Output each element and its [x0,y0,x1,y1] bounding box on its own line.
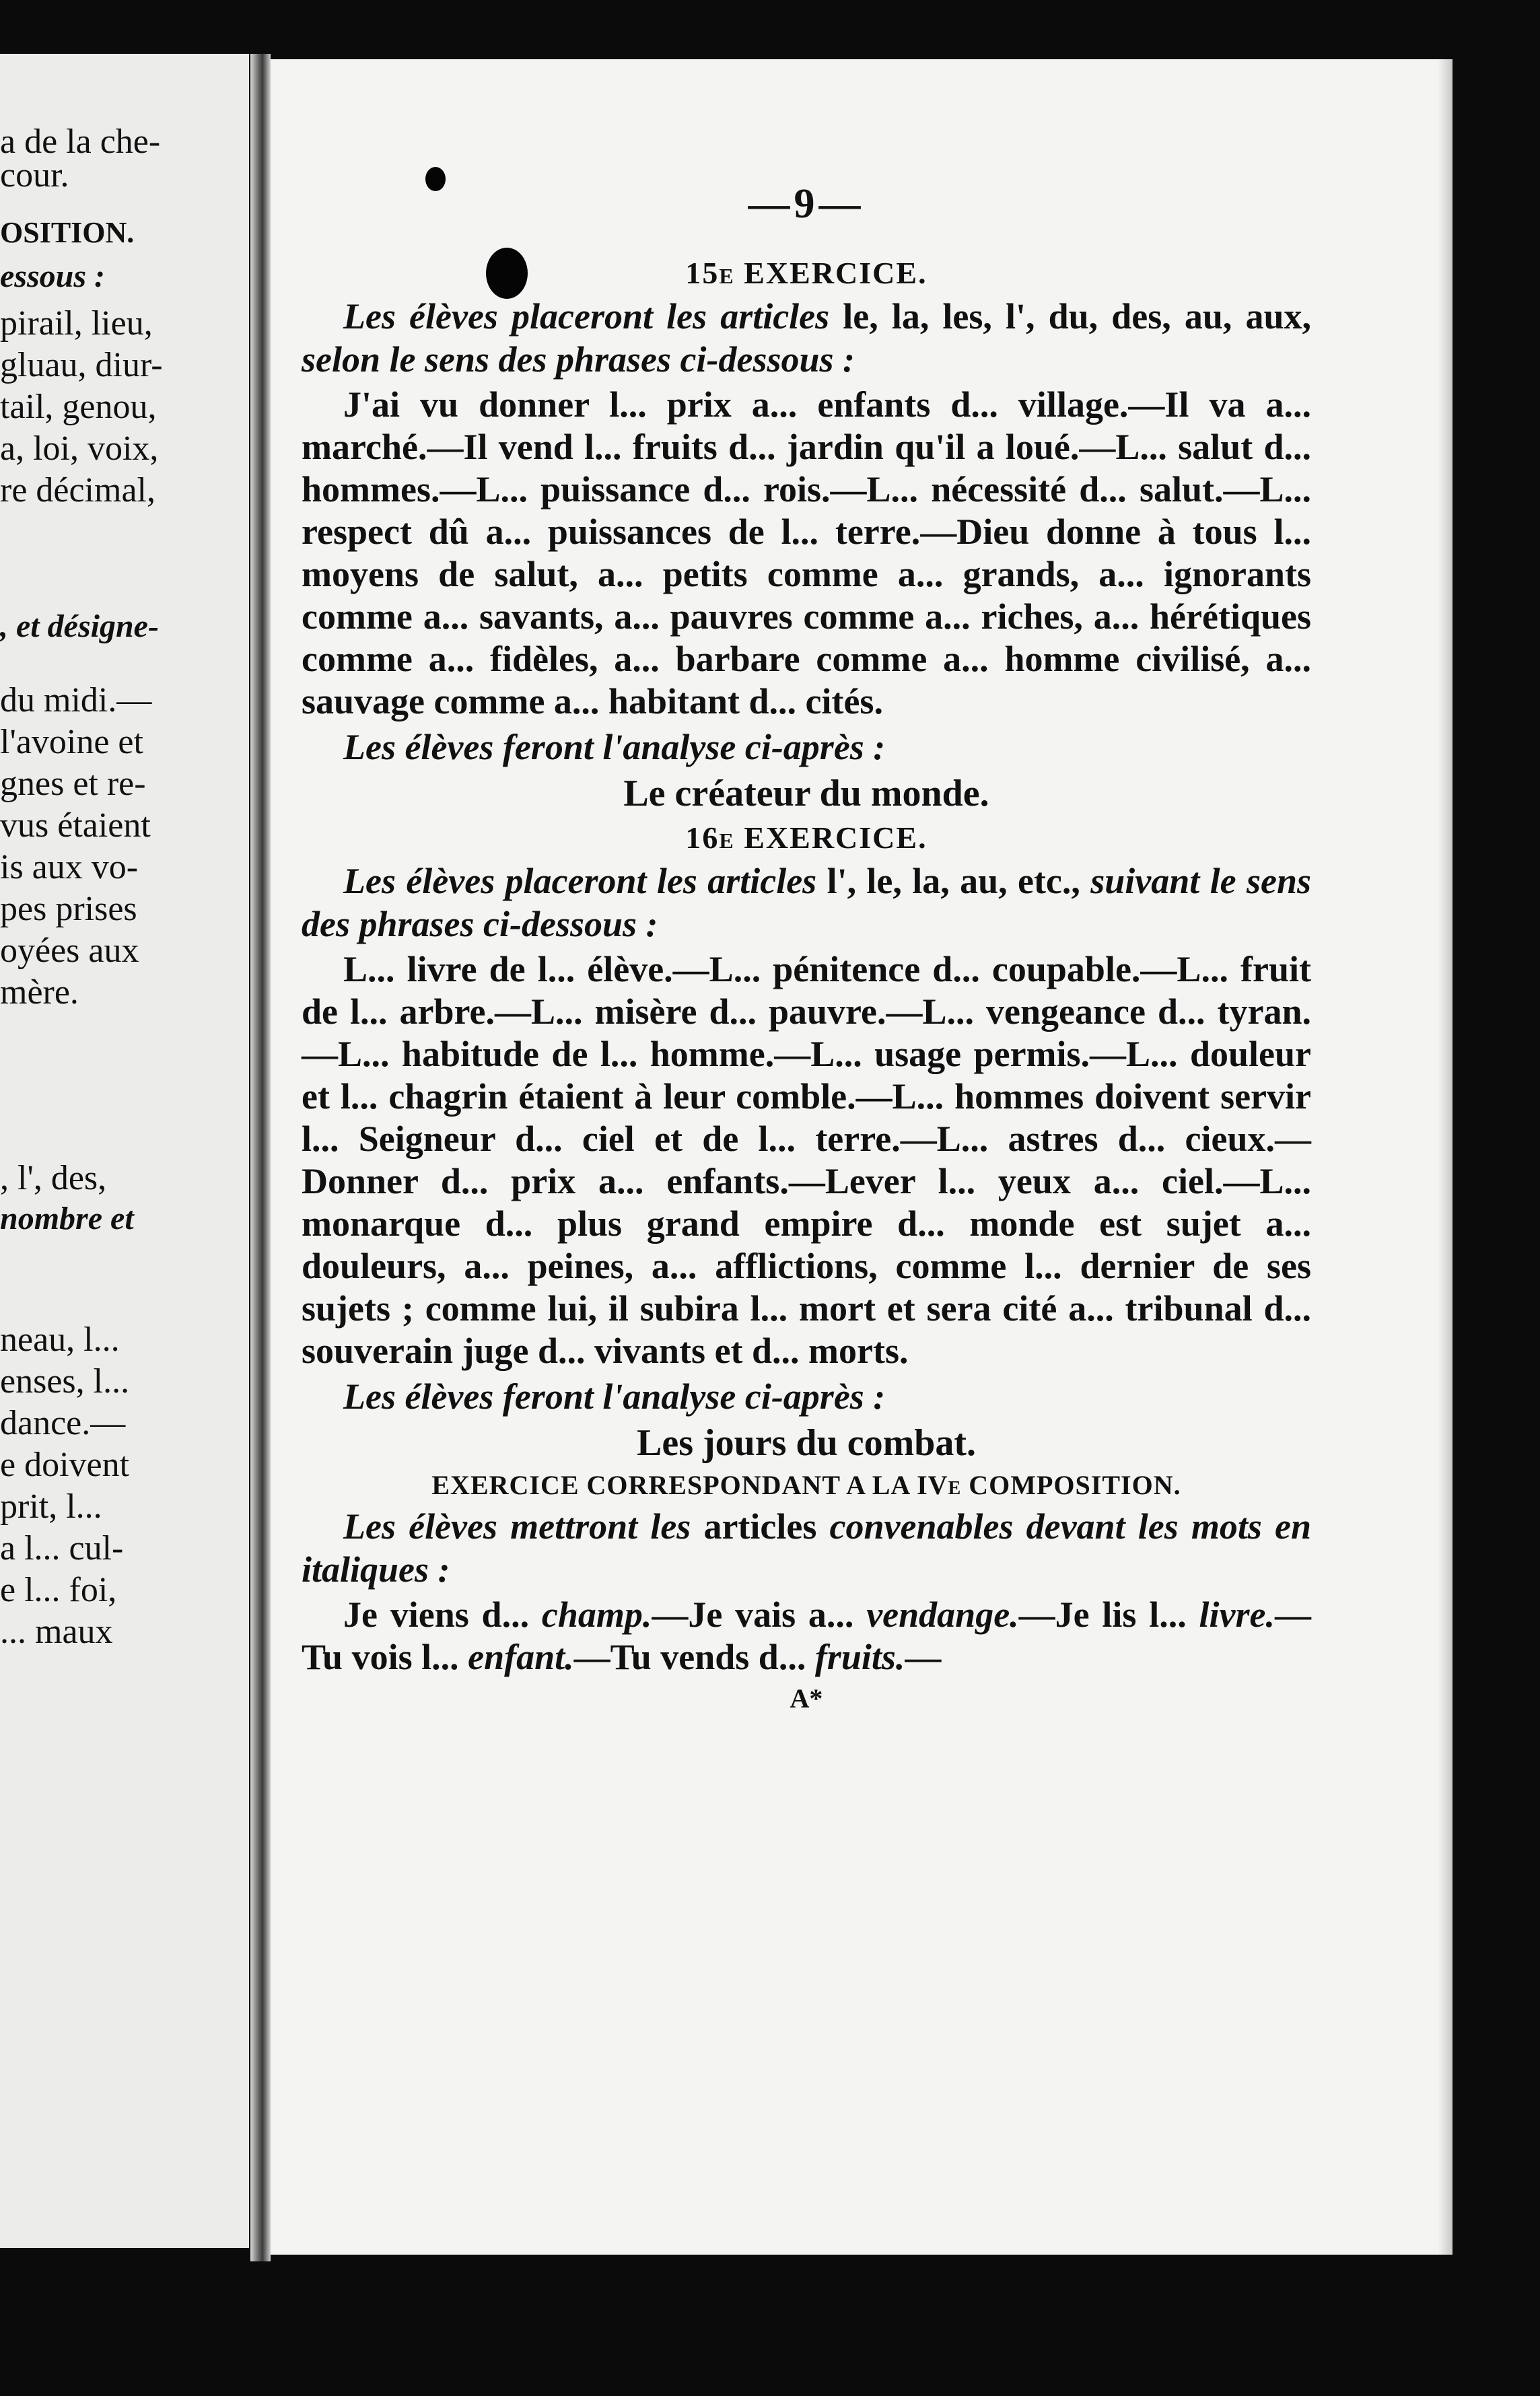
exercise-16-title: 16e EXERCICE. [685,820,928,855]
sentence-part: —Je lis l... [1018,1594,1199,1635]
left-page [0,54,249,2248]
instruction-text: convenables devant les mots en italiques : [302,1506,1312,1590]
right-page [271,59,1452,2255]
italic-word: livre. [1199,1594,1275,1635]
exercise-15-body: J'ai vu donner l... prix a... enfants d... village.—Il va a... marché.—Il vend l... fruits d... jardin qu'il a loué.—L... salut d... hommes.—L... puissance d... rois.—L... nécessité d... salut.—L... respect dû a... puissances de l... terre.—Dieu donne à tous l... moyens de salut, a... petits comme a... grands, a... ignorants comme a... savants, a... pauvres comme a... riches, a... hérétiques comme a... fidèles, a... barbare comme a... homme civilisé, a... sauvage comme a... habitant d... cités. [302,384,1311,721]
left-page-text-fragment: tail, genou, [0,388,157,426]
exercise-15-title: 15e EXERCICE. [685,256,928,290]
italic-word: champ. [541,1594,652,1635]
composition-exercise-instruction [302,1505,1311,1591]
left-page-text-fragment: e doivent [0,1446,130,1484]
left-page-text-fragment: neau, l... [0,1320,120,1359]
composition-exercise-body [302,1594,1311,1679]
italic-word: vendange. [866,1594,1019,1635]
exercise-15-analyse-text: Le créateur du monde. [623,773,989,814]
left-page-text-fragment: cour. [0,156,69,195]
left-page-text-fragment: OSITION. [0,216,135,249]
left-page-text-fragment: du midi.— [0,681,152,719]
sentence-part: —Je vais a... [652,1594,867,1635]
left-page-text-fragment: pirail, lieu, [0,304,153,343]
left-page-text-fragment: ... maux [0,1613,113,1651]
instruction-text: selon le sens des phrases ci-dessous : [302,339,855,380]
left-page-text-fragment: essous : [0,258,106,294]
exercise-16-instruction [302,859,1311,946]
instruction-text: Les élèves mettront les [343,1506,691,1547]
exercise-15-analyse-label: Les élèves feront l'analyse ci-après : [343,727,886,767]
page-edge-shadow [1438,59,1452,2255]
instruction-articles: le, la, les, l', du, des, au, aux, [843,296,1312,337]
left-page-text-fragment: a, loi, voix, [0,429,159,468]
sentence-part: Je viens d... [343,1594,542,1635]
signature-mark: A* [790,1683,823,1714]
sentence-part: — [905,1637,942,1677]
instruction-text: Les élèves placeront les articles [343,861,817,901]
exercise-16-analyse-label: Les élèves feront l'analyse ci-après : [343,1376,886,1417]
composition-exercise-title: EXERCICE CORRESPONDANT A LA IVe COMPOSITION. [431,1470,1181,1500]
page-number: —9— [748,181,865,227]
exercise-16-body: L... livre de l... élève.—L... pénitence d... coupable.—L... fruit de l... arbre.—L... misère d... pauvre.—L... vengeance d... tyran.—L... habitude de l... homme.—L... usage permis.—L... douleur et l... chagrin étaient à leur comble.—L... hommes doivent servir l... Seigneur d... ciel et de l... terre.—L... astres d... cieux.—Donner d... prix a... enfants.—Lever l... yeux a... ciel.—L... monarque d... plus grand empire d... monde est sujet a... douleurs, a... peines, a... afflictions, comme l... dernier de ses sujets ; comme lui, il subira l... mort et sera cité a... tribunal d... souverain juge d... vivants et d... morts. [302,949,1311,1371]
left-page-text-fragment: , l', des, [0,1159,107,1197]
instruction-text: suivant le sens des phrases ci-dessous : [302,861,1312,944]
left-page-text-fragment: prit, l... [0,1487,102,1526]
instruction-articles: articles [703,1506,817,1547]
left-page-text-fragment: vus étaient [0,806,151,845]
left-page-text-fragment: a de la che- [0,122,161,161]
instruction-text: Les élèves placeront les articles [343,296,830,337]
left-page-text-fragment: e l... foi, [0,1571,117,1609]
exercise-16-analyse-text: Les jours du combat. [636,1422,977,1464]
left-page-text-fragment: mère. [0,973,79,1012]
sentence-part: —Tu vends d... [573,1637,815,1677]
left-page-text-fragment: l'avoine et [0,723,143,761]
left-page-text-fragment: nombre et [0,1201,134,1236]
book-spine [250,54,271,2261]
left-page-text-fragment: enses, l... [0,1362,130,1401]
left-page-text-fragment: is aux vo- [0,848,139,886]
italic-word: fruits. [814,1637,905,1677]
exercise-15-instruction [302,295,1311,381]
left-page-text-fragment: pes prises [0,890,137,928]
sentence-part: —Tu vois l... [302,1594,1311,1677]
page-text [302,180,1311,1714]
left-page-text-fragment: a l... cul- [0,1529,124,1567]
left-page-text-fragment: gluau, diur- [0,346,163,384]
italic-word: enfant. [468,1637,574,1677]
left-page-text-fragment: dance.— [0,1404,126,1442]
instruction-articles: l', le, la, au, etc., [827,861,1080,901]
left-page-text-fragment: gnes et re- [0,765,146,803]
left-page-text-fragment: , et désigne- [0,608,159,644]
left-page-text-fragment: oyées aux [0,931,139,970]
left-page-text-fragment: re décimal, [0,471,155,509]
